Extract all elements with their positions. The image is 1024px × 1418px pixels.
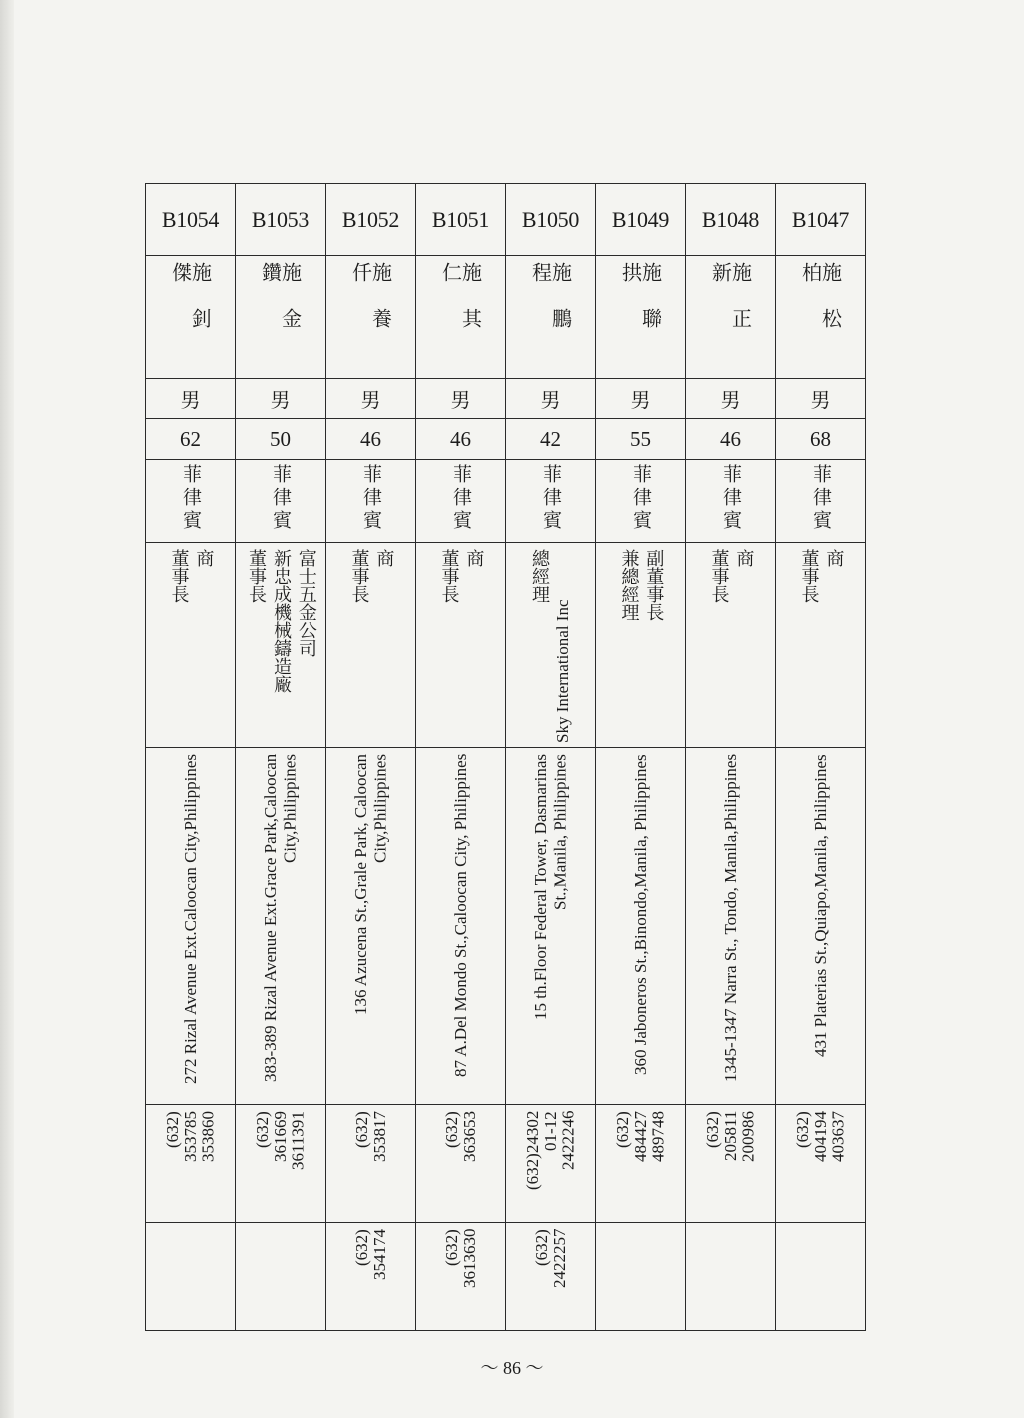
fax-cell [326, 1223, 416, 1331]
title-cell [236, 543, 326, 748]
age-cell: 46 [416, 419, 506, 460]
id-cell: B1050 [506, 184, 596, 256]
person-name: 施釗傑 [168, 262, 213, 354]
title-line: 董事長 [438, 549, 460, 603]
name-cell [506, 256, 596, 379]
address-text: 15 th.Floor Federal Tower, Dasmarinas St.,Manila, Philippines [530, 754, 570, 1020]
nationality-row [146, 460, 866, 543]
fax-row [146, 1223, 866, 1331]
age-cell: 68 [776, 419, 866, 460]
age-cell: 55 [596, 419, 686, 460]
sex-cell: 男 [326, 379, 416, 419]
phone-number: (632) 353817 [351, 1111, 389, 1162]
title-line: 副董事長 [643, 549, 665, 621]
title-cell [596, 543, 686, 748]
title-cell [416, 543, 506, 748]
nationality-cell [776, 460, 866, 543]
phone-number: (632)24302 01-12 2422246 [522, 1111, 578, 1191]
title-line: 董事長 [348, 549, 370, 603]
id-cell: B1051 [416, 184, 506, 256]
address-cell [236, 748, 326, 1105]
title-line: Sky International Inc [553, 599, 573, 743]
name-row [146, 256, 866, 379]
sex-cell: 男 [146, 379, 236, 419]
age-row [146, 419, 866, 460]
id-cell: B1052 [326, 184, 416, 256]
address-cell [596, 748, 686, 1105]
title-cell [776, 543, 866, 748]
person-name: 施養仟 [348, 262, 393, 354]
address-row [146, 748, 866, 1105]
fax-cell [686, 1223, 776, 1331]
title-line: 新忠成機械鑄造廠 [270, 549, 292, 693]
fax-cell [236, 1223, 326, 1331]
person-name: 施鵬程 [528, 262, 573, 354]
address-cell [506, 748, 596, 1105]
phone-cell [326, 1105, 416, 1223]
phone-row [146, 1105, 866, 1223]
nationality-cell [236, 460, 326, 543]
id-cell: B1054 [146, 184, 236, 256]
title-cell [146, 543, 236, 748]
address-cell [326, 748, 416, 1105]
address-cell [146, 748, 236, 1105]
nationality-cell [506, 460, 596, 543]
page-number: ～ 86 ～ [480, 1358, 544, 1378]
nationality: 菲律賓 [360, 464, 382, 533]
phone-number: (632) 361669 3611391 [252, 1111, 308, 1170]
fax-number: (632) 3613630 [441, 1229, 479, 1289]
address-text: 383-389 Rizal Avenue Ext.Grace Park,Caloocan City,Philippines [260, 754, 300, 1083]
nationality-cell [686, 460, 776, 543]
age-cell: 46 [686, 419, 776, 460]
registry-table [145, 183, 866, 1331]
nationality-cell [596, 460, 686, 543]
fax-cell [146, 1223, 236, 1331]
address-text: 87 A.Del Mondo St.,Caloocan City, Philippines [450, 754, 470, 1078]
page-edge-shadow [0, 0, 14, 1418]
name-cell [326, 256, 416, 379]
name-cell [686, 256, 776, 379]
phone-cell [146, 1105, 236, 1223]
title-cell [686, 543, 776, 748]
nationality: 菲律賓 [270, 464, 292, 533]
fax-cell [506, 1223, 596, 1331]
title-line: 董事長 [708, 549, 730, 603]
fax-cell [596, 1223, 686, 1331]
sex-cell: 男 [236, 379, 326, 419]
nationality: 菲律賓 [540, 464, 562, 533]
phone-cell [416, 1105, 506, 1223]
address-text: 1345-1347 Narra St., Tondo, Manila,Philippines [720, 754, 740, 1083]
sex-cell: 男 [686, 379, 776, 419]
nationality: 菲律賓 [180, 464, 202, 533]
title-line: 商 [193, 549, 215, 567]
title-cell [326, 543, 416, 748]
title-cell [506, 543, 596, 748]
title-line: 商 [463, 549, 485, 567]
title-line: 總經理 [529, 549, 551, 603]
age-cell: 50 [236, 419, 326, 460]
id-cell: B1047 [776, 184, 866, 256]
phone-cell [236, 1105, 326, 1223]
id-cell: B1053 [236, 184, 326, 256]
fax-number: (632) 354174 [351, 1229, 389, 1280]
address-cell [416, 748, 506, 1105]
name-cell [146, 256, 236, 379]
phone-cell [776, 1105, 866, 1223]
title-line: 富士五金公司 [295, 549, 317, 657]
sex-cell: 男 [776, 379, 866, 419]
fax-cell [416, 1223, 506, 1331]
person-name: 施聯拱 [618, 262, 663, 354]
sex-cell: 男 [506, 379, 596, 419]
person-name: 施正新 [708, 262, 753, 354]
title-line: 董事長 [798, 549, 820, 603]
nationality: 菲律賓 [450, 464, 472, 533]
address-text: 136 Azucena St.,Grale Park, Caloocan City,Philippines [350, 754, 390, 1016]
sex-cell: 男 [596, 379, 686, 419]
sex-cell: 男 [416, 379, 506, 419]
age-cell: 42 [506, 419, 596, 460]
title-line: 商 [733, 549, 755, 567]
address-cell [686, 748, 776, 1105]
id-row [146, 184, 866, 256]
phone-number: (632) 484427 489748 [612, 1111, 668, 1162]
nationality: 菲律賓 [720, 464, 742, 533]
person-name: 施金鑽 [258, 262, 303, 354]
phone-number: (632) 404194 403637 [792, 1111, 848, 1162]
phone-number: (632) 363653 [441, 1111, 479, 1162]
phone-number: (632) 205811 200986 [702, 1111, 758, 1162]
nationality: 菲律賓 [810, 464, 832, 533]
phone-cell [686, 1105, 776, 1223]
title-line: 商 [823, 549, 845, 567]
nationality: 菲律賓 [630, 464, 652, 533]
nationality-cell [326, 460, 416, 543]
nationality-cell [146, 460, 236, 543]
title-row [146, 543, 866, 748]
fax-cell [776, 1223, 866, 1331]
title-line: 董事長 [246, 549, 268, 603]
age-cell: 46 [326, 419, 416, 460]
person-name: 施其仁 [438, 262, 483, 354]
title-line: 董事長 [168, 549, 190, 603]
sex-row [146, 379, 866, 419]
title-line: 兼總經理 [618, 549, 640, 621]
name-cell [596, 256, 686, 379]
age-cell: 62 [146, 419, 236, 460]
id-cell: B1048 [686, 184, 776, 256]
nationality-cell [416, 460, 506, 543]
fax-number: (632) 2422257 [531, 1229, 569, 1289]
name-cell [776, 256, 866, 379]
name-cell [416, 256, 506, 379]
phone-cell [506, 1105, 596, 1223]
id-cell: B1049 [596, 184, 686, 256]
phone-number: (632) 353785 353860 [162, 1111, 218, 1162]
address-text: 360 Jaboneros St.,Binondo,Manila, Philippines [630, 754, 650, 1075]
phone-cell [596, 1105, 686, 1223]
title-line: 商 [373, 549, 395, 567]
name-cell [236, 256, 326, 379]
address-cell [776, 748, 866, 1105]
person-name: 施松柏 [798, 262, 843, 354]
address-text: 431 Platerias St.,Quiapo,Manila, Philippines [810, 754, 830, 1057]
address-text: 272 Rizal Avenue Ext.Caloocan City,Philippines [180, 754, 200, 1085]
